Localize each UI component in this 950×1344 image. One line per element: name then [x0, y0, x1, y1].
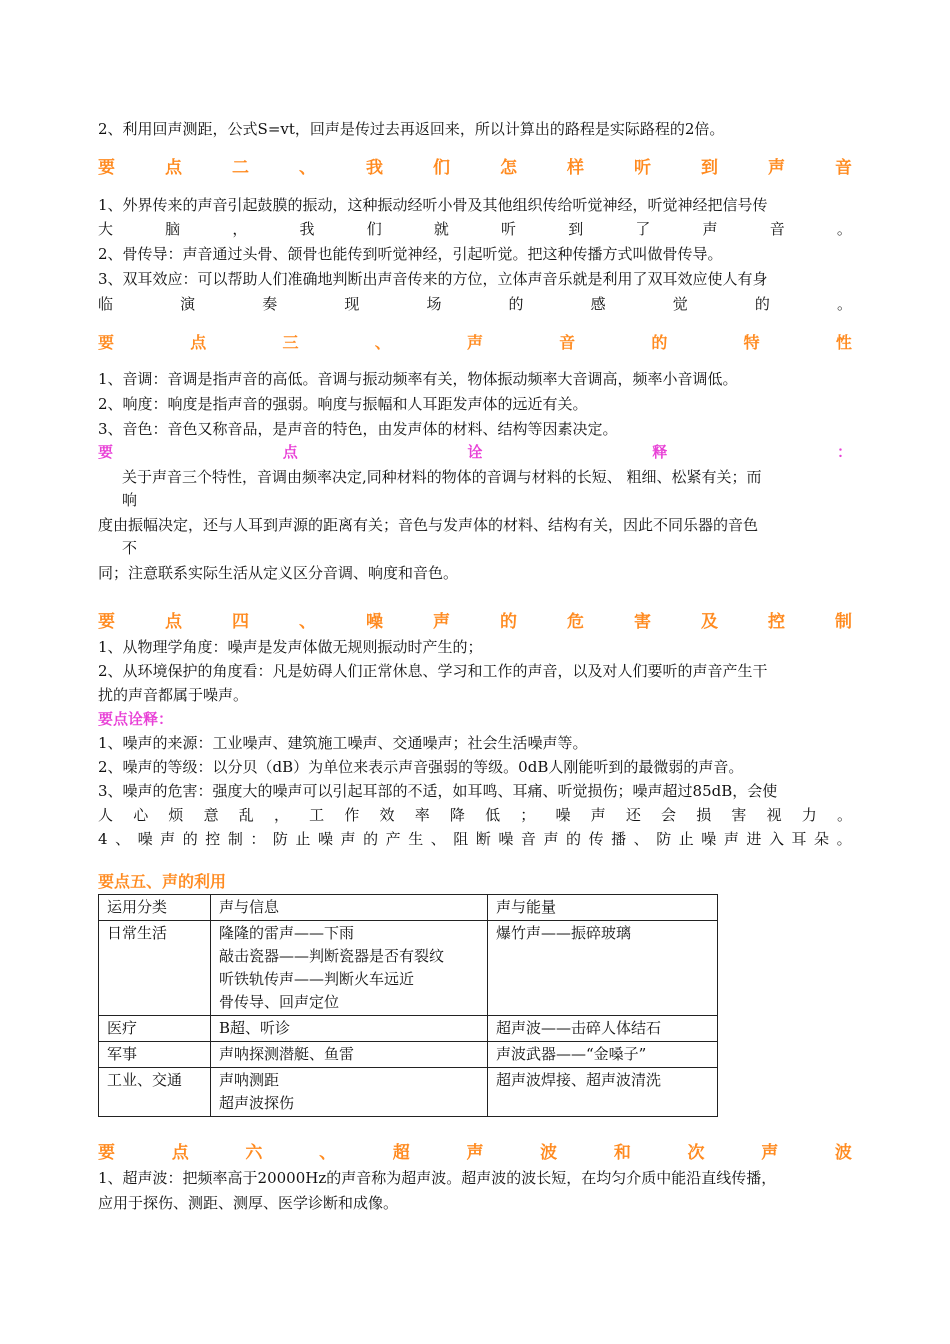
row-category: 日常生活: [99, 921, 211, 1016]
section3-note-line2: 度由振幅决定，还与人耳到声源的距离有关；音色与发声体的材料、结构有关，因此不同乐器的音色: [98, 516, 759, 534]
cell-line: 声呐测距: [219, 1071, 280, 1089]
section2-p2: 2、骨传导：声音通过头骨、颌骨也能传到听觉神经，引起听觉。把这种传播方式叫做骨传导。: [98, 245, 723, 263]
row-energy: [488, 1016, 718, 1042]
row-info: [211, 1068, 488, 1117]
cell-line: 超声波焊接、超声波清洗: [496, 1071, 662, 1089]
intro-line: 2、利用回声测距，公式S=vt，回声是传过去再返回来，所以计算出的路程是实际路程的2倍。: [98, 120, 725, 138]
cell-line: 声呐探测潜艇、鱼雷: [219, 1045, 355, 1063]
table-row: [99, 1068, 718, 1117]
row-energy: [488, 1068, 718, 1117]
sound-usage-table: [98, 894, 718, 1117]
row-info: [211, 1016, 488, 1042]
section4-p1: 1、从物理学角度：噪声是发声体做无规则振动时产生的；: [98, 638, 483, 656]
cell-line: 声波武器——“金嗓子”: [496, 1045, 647, 1063]
section4-p2-line2: 扰的声音都属于噪声。: [98, 686, 249, 704]
section4-n3-line2: 人 心 烦 意 乱 ， 工 作 效 率 降 低 ； 噪 声 还 会 损 害 视 力 。: [98, 806, 852, 824]
section2-heading: 要 点 二 、 我 们 怎 样 听 到 声 音: [98, 158, 852, 178]
table-header-row: [99, 895, 718, 921]
section6-heading: 要 点 六 、 超 声 波 和 次 声 波: [98, 1143, 852, 1163]
section3-note-line1b: 响: [122, 491, 138, 509]
section2-p1-line2: 大 脑 ， 我 们 就 听 到 了 声 音 。: [98, 220, 852, 238]
section5-heading: 要点五、声的利用: [98, 872, 227, 891]
section3-p1: 1、音调：音调是指声音的高低。音调与振动频率有关，物体振动频率大音调高，频率小音调低。: [98, 370, 738, 388]
section3-p2: 2、响度：响度是指声音的强弱。响度与振幅和人耳距发声体的远近有关。: [98, 395, 588, 413]
header-energy: 声与能量: [488, 895, 718, 921]
row-info: [211, 921, 488, 1016]
section4-n2: 2、噪声的等级：以分贝（dB）为单位来表示声音强弱的等级。0dB人刚能听到的最微弱的声音。: [98, 758, 744, 776]
row-category: 工业、交通: [99, 1068, 211, 1117]
row-energy: [488, 921, 718, 1016]
cell-line: B超、听诊: [219, 1019, 291, 1037]
section3-note-line3: 同；注意联系实际生活从定义区分音调、响度和音色。: [98, 564, 459, 582]
section3-p3: 3、音色：音色又称音品，是声音的特色，由发声体的材料、结构等因素决定。: [98, 420, 618, 438]
table-row: [99, 1042, 718, 1068]
section4-n4: 4 、 噪 声 的 控 制 ： 防 止 噪 声 的 产 生 、 阻 断 噪 音 声 的 传 播 、 防 止 噪 声 进 入 耳 朵 。: [98, 830, 852, 848]
section6-p1-line2: 应用于探伤、测距、测厚、医学诊断和成像。: [98, 1194, 399, 1212]
cell-line: 敲击瓷器——判断瓷器是否有裂纹: [219, 947, 445, 965]
section3-note-line1: 关于声音三个特性，音调由频率决定,同种材料的物体的音调与材料的长短、 粗细、松紧有关；而: [122, 468, 762, 486]
cell-line: 听铁轨传声——判断火车远近: [219, 970, 415, 988]
section2-p1-line1: 1、外界传来的声音引起鼓膜的振动，这种振动经听小骨及其他组织传给听觉神经，听觉神经把信号传: [98, 196, 768, 214]
table-row: [99, 1016, 718, 1042]
cell-line: 爆竹声——振碎玻璃: [496, 924, 632, 942]
header-info: 声与信息: [211, 895, 488, 921]
table-row: [99, 921, 718, 1016]
section3-note-line2b: 不: [122, 539, 138, 557]
cell-line: 骨传导、回声定位: [219, 993, 340, 1011]
cell-line: 超声波探伤: [219, 1094, 295, 1112]
section4-n1: 1、噪声的来源：工业噪声、建筑施工噪声、交通噪声；社会生活噪声等。: [98, 734, 588, 752]
row-info: [211, 1042, 488, 1068]
row-category: 军事: [99, 1042, 211, 1068]
section3-note-heading: 要 点 诠 释 ：: [98, 443, 852, 461]
section6-p1-line1: 1、超声波：把频率高于20000Hz的声音称为超声波。超声波的波长短，在均匀介质中能沿直线传播，: [98, 1169, 777, 1187]
section3-heading: 要 点 三 、 声 音 的 特 性: [98, 333, 852, 352]
section4-p2-line1: 2、从环境保护的角度看：凡是妨碍人们正常休息、学习和工作的声音，以及对人们要听的声音产生干: [98, 662, 768, 680]
section4-heading: 要 点 四 、 噪 声 的 危 害 及 控 制: [98, 612, 852, 632]
section2-p3-line2: 临 演 奏 现 场 的 感 觉 的 。: [98, 295, 852, 313]
section4-note-heading: 要点诠释：: [98, 710, 174, 728]
cell-line: 超声波——击碎人体结石: [496, 1019, 662, 1037]
row-energy: [488, 1042, 718, 1068]
section2-p3-line1: 3、双耳效应：可以帮助人们准确地判断出声音传来的方位，立体声音乐就是利用了双耳效应使人有身: [98, 270, 768, 288]
header-category: 运用分类: [99, 895, 211, 921]
section4-n3-line1: 3、噪声的危害：强度大的噪声可以引起耳部的不适，如耳鸣、耳痛、听觉损伤；噪声超过85dB，会使: [98, 782, 778, 800]
cell-line: 隆隆的雷声——下雨: [219, 924, 355, 942]
row-category: 医疗: [99, 1016, 211, 1042]
